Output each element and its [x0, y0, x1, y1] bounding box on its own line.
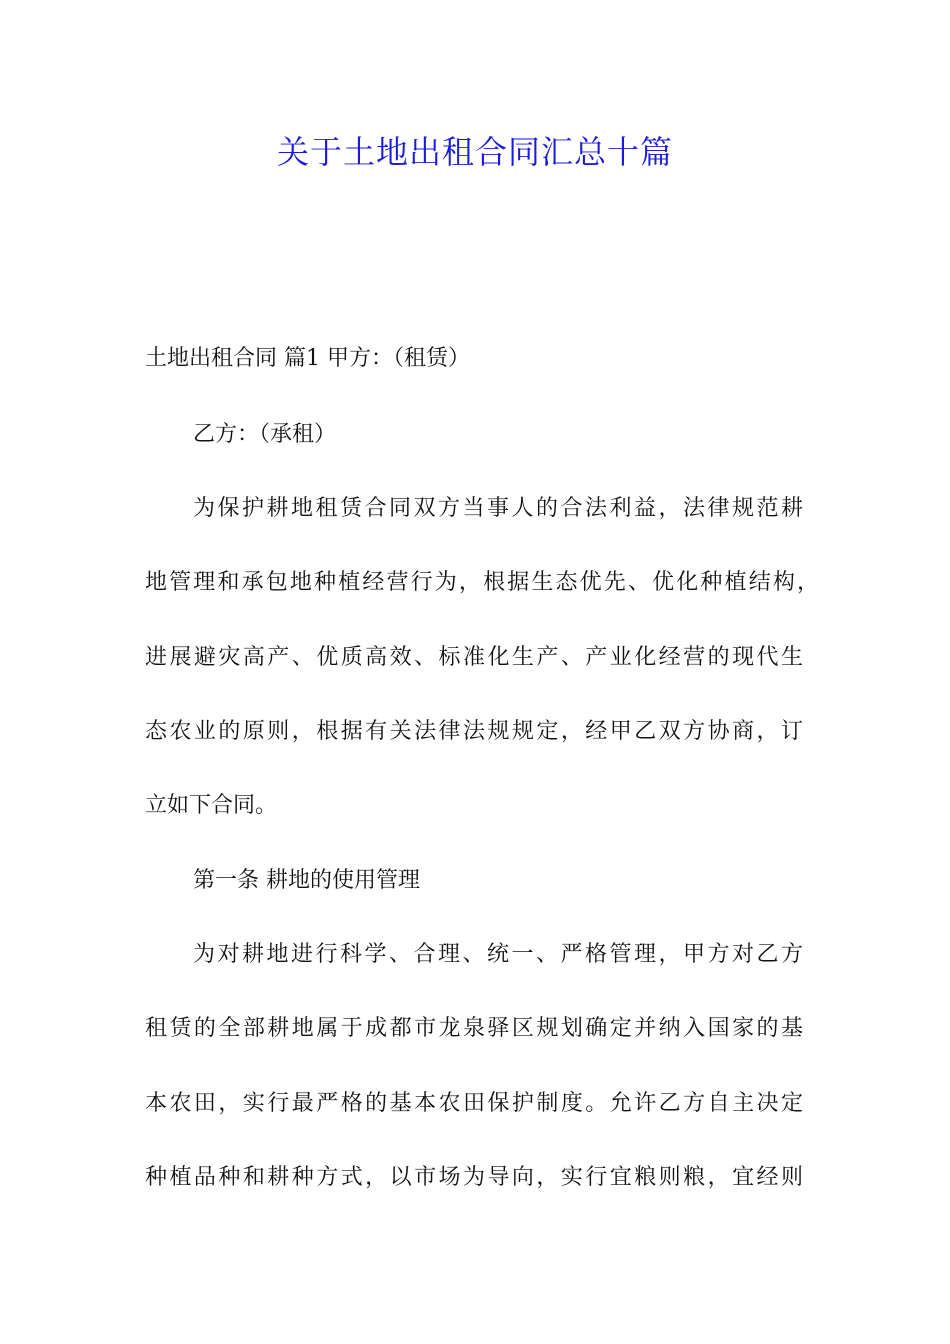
text-line: 为对耕地进行科学、合理、统一、严格管理，甲方对乙方	[193, 942, 803, 967]
text-line: 乙方：（承租）	[193, 422, 337, 447]
text-line: 租赁的全部耕地属于成都市龙泉驿区规划确定并纳入国家的基	[145, 1016, 803, 1041]
text-line: 态农业的原则，根据有关法律法规规定，经甲乙双方协商，订	[145, 719, 803, 744]
text-line: 种植品种和耕种方式，以市场为导向，实行宜粮则粮，宜经则	[145, 1165, 803, 1190]
text-line: 地管理和承包地种植经营行为，根据生态优先、优化种植结构，	[145, 570, 819, 595]
text-line: 本农田，实行最严格的基本农田保护制度。允许乙方自主决定	[145, 1091, 803, 1116]
text-line: 立如下合同。	[145, 793, 278, 818]
text-line: 进展避灾高产、优质高效、标准化生产、产业化经营的现代生	[145, 645, 803, 670]
text-line: 为保护耕地租赁合同双方当事人的合法利益，法律规范耕	[193, 496, 803, 521]
text-line: 土地出租合同 篇1 甲方：（租赁）	[145, 346, 470, 371]
document-title: 关于土地出租合同汇总十篇	[276, 133, 673, 171]
section-heading: 第一条 耕地的使用管理	[193, 868, 420, 893]
